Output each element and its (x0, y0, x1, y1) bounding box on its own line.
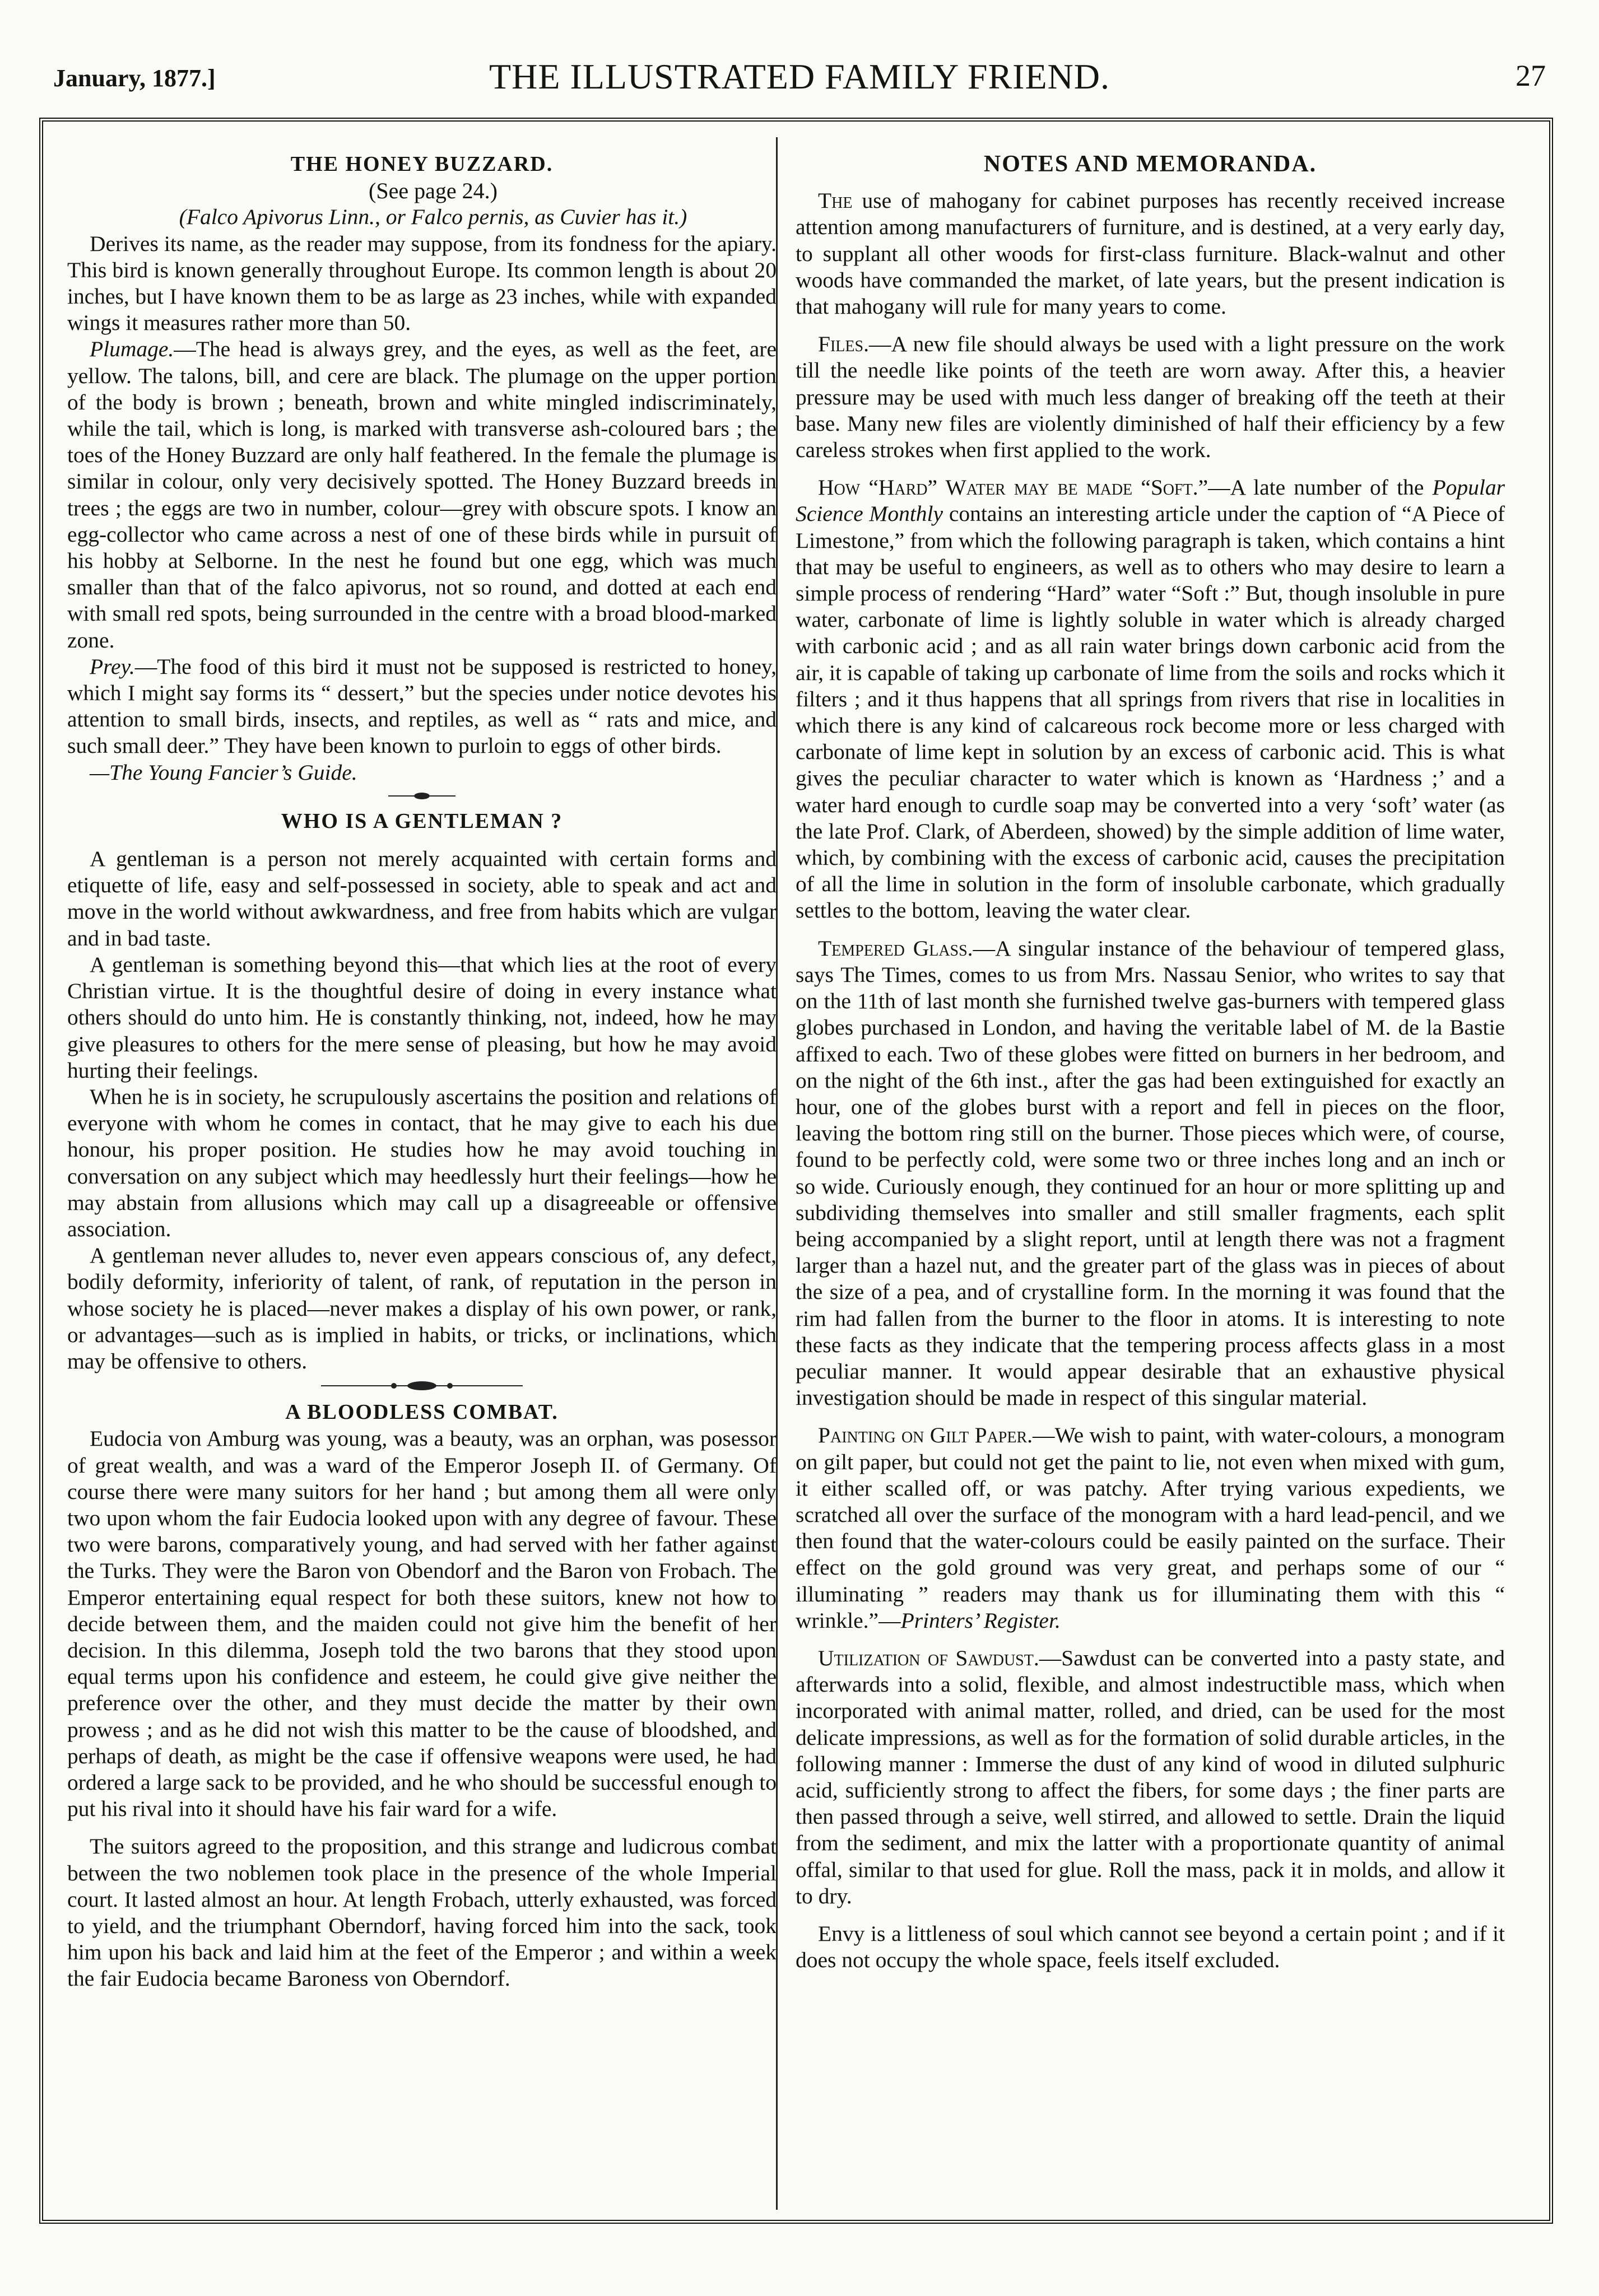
paragraph (67, 336, 777, 653)
left-column (67, 151, 777, 2213)
note-hard-water (796, 474, 1505, 924)
paragraph: Eudocia von Amburg was young, was a beauty, was an orphan, was posessor of great wealth, and was a ward of the Emperor Joseph II. of Germany. Of course there were many suitors for her hand ; but among them all were only two upon whom the fair Eudocia looked upon with any degree of favour. These two were barons, comparatively young, and had served with her father against the Turks. They were the Baron von Obendorf and the Baron von Frobach. The Emperor entertaining equal respect for both these suitors, knew not how to decide between them, and the maiden could not give him the benefit of her decision. In this dilemma, Joseph told the two barons that they stood upon equal terms upon his confidence and esteem, he could give give neither the preference over the other, and they must decide the matter by their own prowess ; and as he did not wish this matter to be the cause of bloodshed, and perhaps of death, as might be the case if offensive weapons were used, he had ordered a large sack to be provided, and he who should be successful enough to put his rival into it should have his fair ward for a wife. (67, 1426, 777, 1822)
paragraph (67, 654, 777, 760)
paragraph-lead: Tempered Glass. (818, 935, 973, 961)
note-envy: Envy is a littleness of soul which cannot see beyond a certain point ; and if it does not occupy the whole space, feels itself excluded. (796, 1921, 1505, 1973)
source-credit: Printers’ Register. (900, 1608, 1061, 1633)
note-sawdust (796, 1645, 1505, 1910)
paragraph: A gentleman is something beyond this—that which lies at the root of every Christian virtue. It is the thoughtful desire of doing in every instance what others should do unto him. He is constantly thinking, not, indeed, how he may give pleasures to others for the mere sense of pleasing, but how he may avoid hurting their feelings. (67, 952, 777, 1083)
article-who-is-a-gentleman (67, 808, 777, 1375)
page-number: 27 (1516, 59, 1546, 92)
paragraph-body: —The food of this bird it must not be supposed is restricted to honey, which I might say forms its “ dessert,” but the species under notice devotes his attention to small birds, insects, and reptiles, as well as “ rats and mice, and such small deer.” They have been known to purloin to eggs of other birds. (67, 654, 777, 758)
journal-title: Popular Science Monthly (796, 475, 1505, 527)
issue-date: January, 1877.] (53, 64, 216, 92)
paragraph-lead: Painting on Gilt Paper. (818, 1423, 1033, 1448)
paragraph-body: use of mahogany for cabinet purposes has recently received increase attention among manufacturers of furniture, and is destined, at a very early day, to supplant all other woods for first-class furniture. Black-walnut and other woods have commanded the market, of late years, but the present indication is that mahogany will rule for many years to come. (796, 188, 1505, 319)
source-credit: —The Young Fancier’s Guide. (90, 760, 357, 785)
paragraph-body: —A late number of the (1208, 475, 1433, 500)
note-tempered-glass (796, 935, 1505, 1412)
article-title: THE HONEY BUZZARD. (290, 152, 554, 176)
paragraph-body: contains an interesting article under the caption of “A Piece of Limestone,” from which the following paragraph is taken, which contains a hint that may be useful to engineers, as well as to others who may desire to learn a simple process of rendering “Hard” water “Soft :” But, though insoluble in pure water, carbonate of lime is lightly soluble in water which is already charged with carbonic acid ; and as all rain water brings down carbonic acid from the air, it is capable of taking up carbonate of lime from the soils and rocks which it filters ; and it thus happens that all springs from rivers that rise in localities in which there is any kind of calcareous rock become more or less charged with carbonate of lime kept in solution by an excess of carbonic acid. This is what gives the peculiar character to water which is known as ‘Hardness ;’ and a water hard enough to curdle soap may be converted into a very ‘soft’ water (as the late Prof. Clark, of Aberdeen, showed) by the simple addition of lime water, which, by combining with the excess of carbonic acid, causes the precipitation of all the lime in solution in the form of insoluble carbonate, which gradually settles to the bottom, leaving the water clear. (796, 501, 1505, 923)
article-honey-buzzard (67, 151, 777, 786)
section-title: NOTES AND MEMORANDA. (983, 151, 1317, 177)
paragraph: When he is in society, he scrupulously ascertains the position and relations of everyone with whom he comes in contact, that he may give to each his due honour, his proper position. He studies how he may avoid touching in conversation on any subject which may heedlessly hurt their feelings—how he may abstain from allusions which may call up a disagreeable or offensive association. (67, 1084, 777, 1241)
note-mahogany (796, 188, 1505, 320)
see-page-note: (See page 24.) (369, 178, 498, 204)
masthead (53, 56, 1546, 106)
paragraph-lead: Files. (818, 332, 869, 357)
latin-name: (Falco Apivorus Linn., or Falco pernis, as Cuvier has it.) (179, 204, 687, 230)
article-bloodless-combat (67, 1399, 777, 1992)
paragraph-lead: Prey. (90, 654, 135, 679)
note-gilt-paper (796, 1422, 1505, 1634)
paragraph-lead: Plumage. (90, 337, 174, 362)
paragraph-lead: The (818, 188, 853, 213)
article-title: WHO IS A GENTLEMAN ? (281, 809, 563, 833)
article-title: A BLOODLESS COMBAT. (285, 1400, 559, 1424)
paragraph-lead: Utilization of Sawdust. (818, 1645, 1039, 1670)
paragraph: The suitors agreed to the proposition, and this strange and ludicrous combat between the two noblemen took place in the presence of the whole Imperial court. It lasted almost an hour. At length Frobach, utterly exhausted, was forced to yield, and the triumphant Oberndorf, having forced him into the sack, took him upon his back and laid him at the feet of the Emperor ; and within a week the fair Eudocia became Baroness von Oberndorf. (67, 1834, 777, 1991)
paragraph-body: —The head is always grey, and the eyes, as well as the feet, are yellow. The talons, bill, and cere are black. The plumage on the upper portion of the body is brown ; beneath, brown and white mingled indiscriminately, while the tail, which is long, is marked with transverse ash-coloured bars ; the toes of the Honey Buzzard are only half feathered. In the female the plumage is similar in colour, only very decisively spotted. The Honey Buzzard breeds in trees ; the eggs are two in number, colour—grey with obscure spots. I know an egg-collector who came across a nest of one of these birds while in pursuit of his hobby at Selborne. In the nest he found but one egg, which was much smaller than that of the falco apivorus, not so round, and dotted at each end with small red spots, being surrounded in the centre with a broad blood-marked zone. (67, 337, 777, 653)
paragraph: A gentleman is a person not merely acquainted with certain forms and etiquette of life, easy and self-possessed in society, able to speak and act and move in the world without awkwardness, and free from habits which are vulgar and in bad taste. (67, 846, 777, 951)
note-files (796, 331, 1505, 463)
right-column (796, 151, 1505, 2213)
paragraph: Derives its name, as the reader may suppose, from its fondness for the apiary. This bird is known generally throughout Europe. Its common length is about 20 inches, but I have known them to be as large as 23 inches, while with expanded wings it measures rather more than 50. (67, 231, 777, 336)
paragraph-body: —Sawdust can be converted into a pasty state, and afterwards into a solid, flexible, and almost indestructible mass, which when incorporated with animal matter, rolled, and dried, can be used for the most delicate impressions, as well as for the formation of solid durable articles, in the following manner : Immerse the dust of any kind of wood in diluted sulphuric acid, sufficiently strong to affect the fibers, for some days ; the finer parts are then passed through a seive, well stirred, and allowed to settle. Drain the liquid from the sediment, and mix the latter with a proportionate quantity of animal offal, similar to that used for glue. Roll the mass, pack it in molds, and allow it to dry. (796, 1645, 1505, 1908)
section-ornament-icon (388, 791, 455, 800)
section-ornament-icon (321, 1380, 523, 1391)
paragraph-body: —A singular instance of the behaviour of tempered glass, says The Times, comes to us from Mrs. Nassau Senior, who writes to say that on the 11th of last month she furnished twelve gas-burners with tempered glass globes purchased in London, and having the veritable label of M. de la Bastie affixed to each. Two of these globes were fitted on burners in her bedroom, and on the night of the 6th inst., after the gas had been extinguished for exactly an hour, one of the globes burst with a report and fell in pieces on the floor, leaving the bottom ring still on the burner. Those pieces which were, of course, found to be perfectly cold, were some two or three inches long and an inch or so wide. Curiously enough, they continued for an hour or more splitting up and subdividing themselves into smaller and still smaller fragments, each split being accompanied by a slight report, until at length there was not a fragment larger than a hazel nut, and the greater part of the glass was in pieces of about the size of a pea, and of crystalline form. In the morning it was found that the rim had fallen from the burner to the floor in atoms. It is interesting to note these facts as they indicate that the tempering process affects glass in a most peculiar manner. It would appear desirable that an exhaustive physical investigation should be made in respect of this singular material. (796, 935, 1505, 1410)
paragraph-body: —We wish to paint, with water-colours, a monogram on gilt paper, but could not get the paint to lie, not even when mixed with gum, it either scalled off, or was patchy. After trying various expedients, we scratched all over the surface of the monogram with a hard lead-pencil, and we then found that the water-colours could be easily painted on the surface. Their effect on the gold ground was very great, and perhaps some of our “ illuminating ” readers may thank us for illuminating them with this “ wrinkle.”— (796, 1423, 1505, 1633)
paragraph-body: —A new file should always be used with a light pressure on the work till the needle like points of the teeth are worn away. After this, a heavier pressure may be used with much less danger of breaking off the teeth at their base. Many new files are violently diminished of half their efficiency by a few careless strokes when first applied to the work. (796, 332, 1505, 463)
paragraph-lead: How “Hard” Water may be made “Soft.” (818, 475, 1208, 500)
paragraph: A gentleman never alludes to, never even appears conscious of, any defect, bodily deformity, inferiority of talent, of rank, of reputation in the person in whose society he is placed—never makes a display of his own power, or rank, or advantages—such as is implied in habits, or tricks, or inclinations, which may be offensive to others. (67, 1243, 777, 1373)
publication-title: THE ILLUSTRATED FAMILY FRIEND. (489, 57, 1110, 96)
